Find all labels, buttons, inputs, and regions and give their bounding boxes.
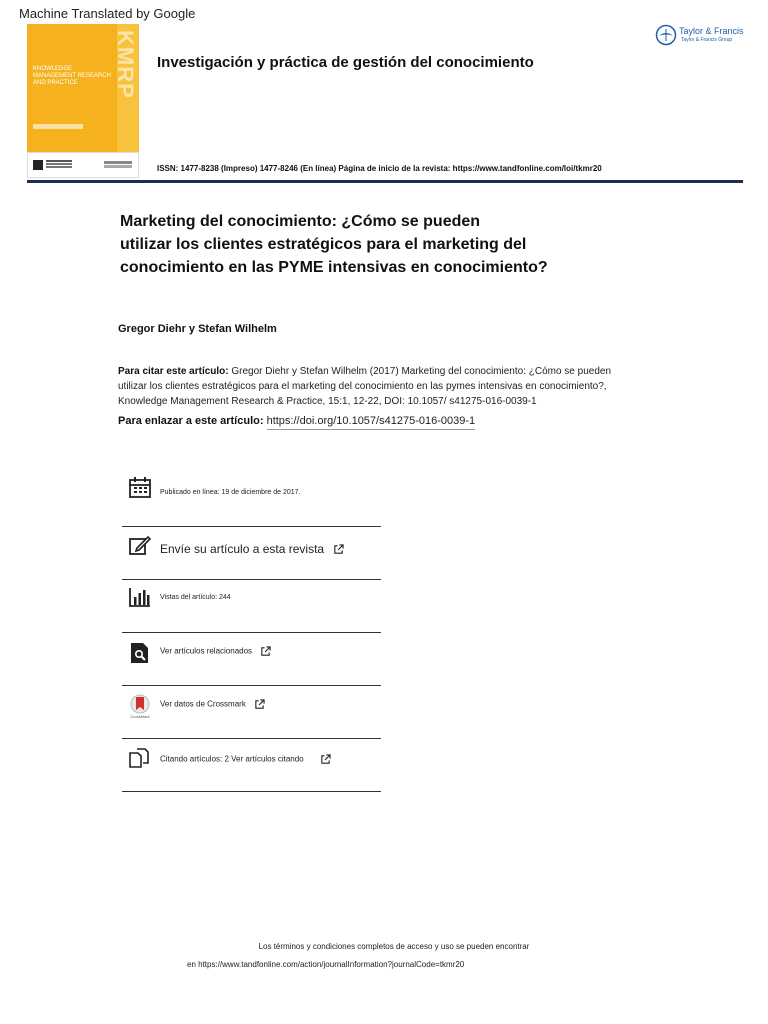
article-title-line: Marketing del conocimiento: ¿Cómo se pueden [120, 213, 481, 230]
terms-line-2[interactable]: en https://www.tandfonline.com/action/journalInformation?journalCode=tkmr20 [187, 960, 465, 969]
machine-translation-banner: Machine Translated by Google [19, 6, 196, 21]
citation-block [118, 364, 638, 409]
cover-publisher-text [46, 160, 72, 162]
cover-footer [27, 152, 139, 178]
article-views: Vistas del artículo: 244 [160, 594, 231, 601]
terms-line-1: Los términos y condiciones completos de acceso y uso se pueden encontrar [258, 942, 530, 951]
published-row [122, 473, 381, 527]
article-link-label: Para enlazar a este artículo: [118, 415, 264, 427]
cover-title: KNOWLEDGE MANAGEMENT RESEARCH AND PRACTICE [33, 66, 111, 86]
external-link-icon [260, 646, 271, 657]
cover-society-logo [104, 161, 132, 164]
external-link-icon [333, 544, 344, 555]
citation-label: Para citar este artículo: [118, 366, 229, 377]
related-articles-link[interactable] [160, 646, 271, 657]
taylor-francis-logo [655, 24, 677, 46]
crossmark-label: Ver datos de Crossmark [160, 699, 246, 709]
cover-publisher-logo [33, 160, 43, 170]
published-date: Publicado en línea: 19 de diciembre de 2017. [160, 489, 301, 496]
related-articles-label: Ver artículos relacionados [160, 646, 253, 656]
search-document-icon [128, 641, 152, 665]
issn-line: ISSN: 1477-8238 (Impreso) 1477-8246 (En línea) Página de inicio de la revista: https://www.tandfonline.com/loi/tkmr20 [157, 164, 602, 173]
submit-article-link[interactable] [160, 542, 344, 556]
crossmark-link[interactable] [160, 699, 265, 710]
citing-icon [128, 747, 152, 771]
cover-subtitle-bar [33, 124, 83, 129]
citing-articles-label: Citando artículos: 2 Ver artículos citando [160, 754, 304, 764]
citing-row[interactable] [122, 738, 381, 792]
article-title-line: utilizar los clientes estratégicos para el marketing del [120, 236, 527, 253]
article-title-line: conocimiento en las PYME intensivas en conocimiento? [120, 259, 548, 276]
submit-row[interactable] [122, 526, 381, 580]
related-row[interactable] [122, 632, 381, 686]
publisher-group: Taylor & Francis Group [681, 37, 733, 43]
edit-icon [128, 534, 152, 558]
article-doi-link[interactable]: https://doi.org/10.1057/s41275-016-0039-1 [267, 415, 476, 430]
crossmark-icon-label: CrossMark [130, 714, 150, 719]
header-divider [27, 180, 743, 183]
calendar-icon [128, 475, 152, 499]
external-link-icon [320, 754, 331, 765]
publisher-name: Taylor & Francis [679, 26, 744, 36]
external-link-icon [254, 699, 265, 710]
cover-vertical-text: KMRP [113, 30, 138, 99]
citing-articles-link[interactable] [160, 754, 331, 765]
citation-text: Gregor Diehr y Stefan Wilhelm (2017) Marketing del conocimiento: ¿Cómo se pueden utilizar los clientes estratégicos para el marketing del conocimiento en las pymes intensivas en conocimiento?, Knowledge Management Research & Practice, 15:1, 12-22, DOI: 10.1057/ s41275-016-0039-1 [118, 366, 612, 407]
views-row [122, 579, 381, 633]
article-link-block [118, 415, 475, 427]
article-authors: Gregor Diehr y Stefan Wilhelm [118, 323, 277, 335]
journal-title: Investigación y práctica de gestión del conocimiento [157, 54, 534, 71]
crossmark-row[interactable] [122, 685, 381, 739]
journal-cover[interactable] [27, 24, 139, 178]
bar-chart-icon [128, 585, 152, 609]
article-title [120, 210, 620, 279]
submit-article-label: Envíe su artículo a esta revista [160, 542, 325, 556]
